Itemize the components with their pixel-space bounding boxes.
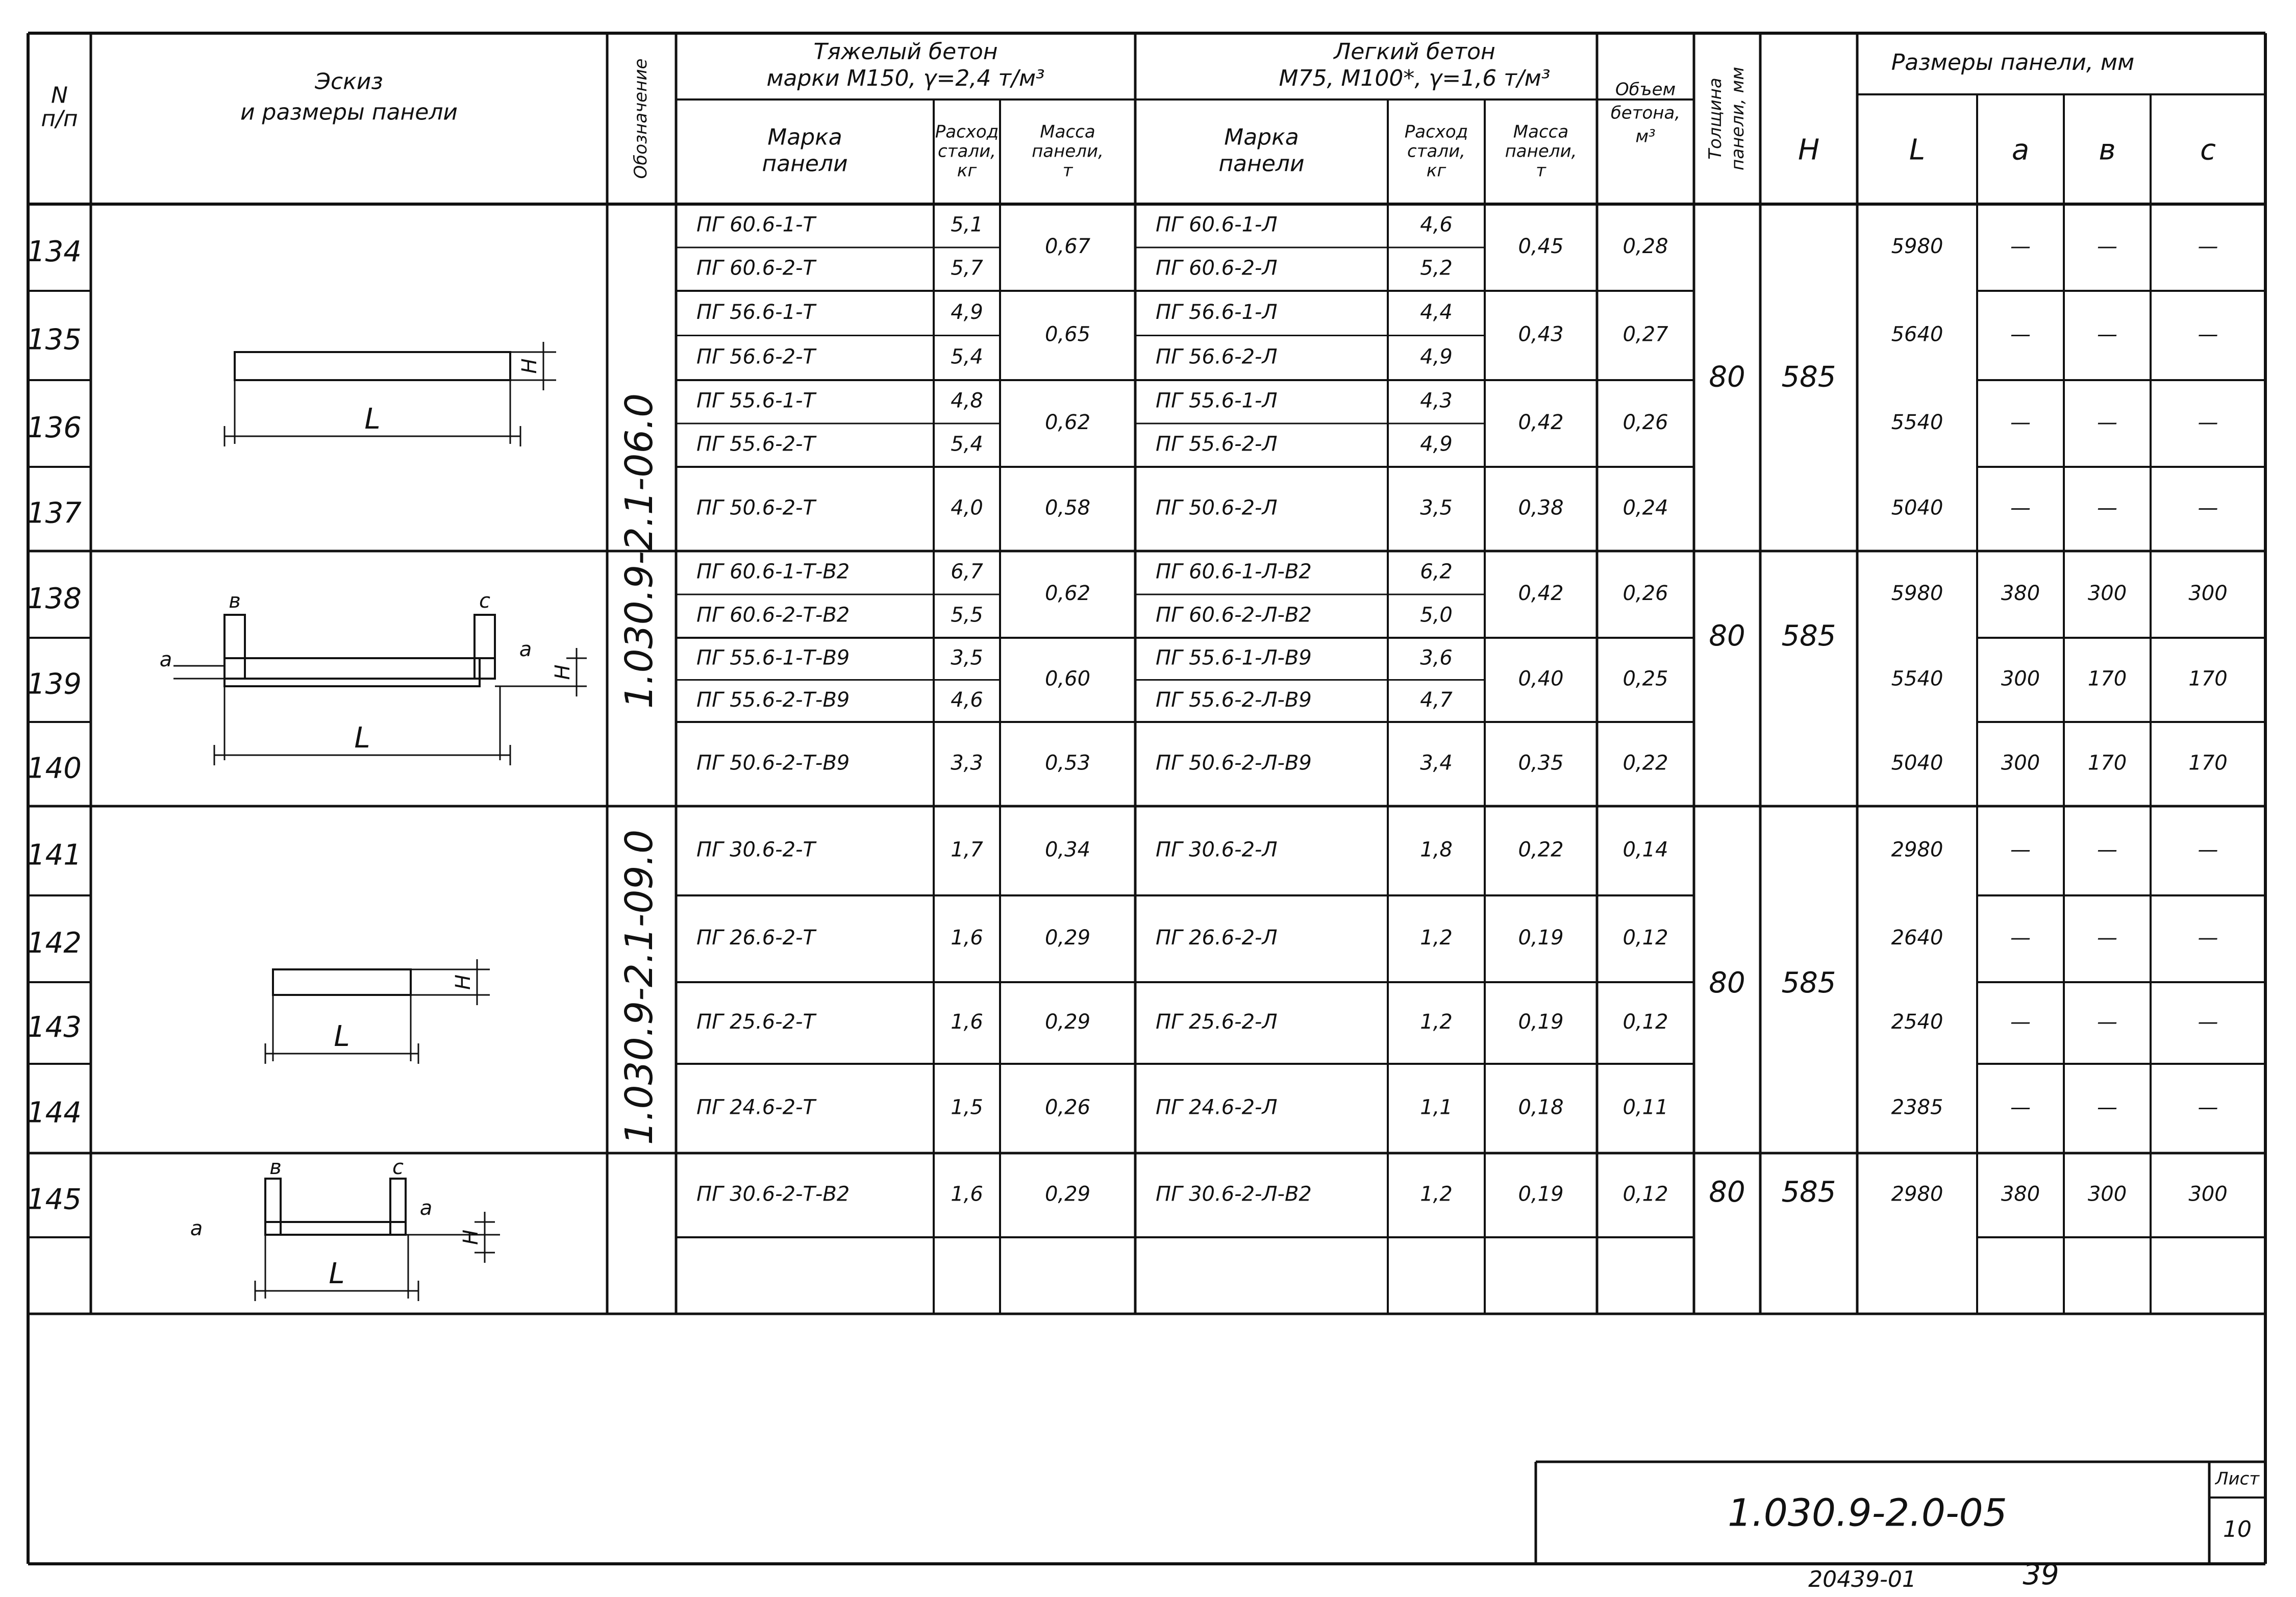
heavy-mark: ПГ 50.6-2-Т <box>696 496 815 520</box>
panel-sketch-flat-short <box>273 969 411 995</box>
row-number: 140 <box>27 752 82 785</box>
size-c: — <box>2198 926 2218 950</box>
size-a: 380 <box>2001 1182 2040 1206</box>
sketch-label-c: с <box>479 589 490 613</box>
heavy-mark: ПГ 50.6-2-Т-В9 <box>696 751 850 775</box>
thickness-value: 80 <box>1709 1176 1745 1209</box>
stamp-sheet-label: Лист <box>2215 1468 2260 1489</box>
height-value: 585 <box>1781 1176 1836 1209</box>
size-c: — <box>2198 838 2218 862</box>
sketch-label-H: Н <box>459 1229 483 1245</box>
thickness-value: 80 <box>1709 619 1745 653</box>
concrete-volume: 0,27 <box>1623 322 1668 346</box>
heavy-steel: 1,6 <box>951 1010 983 1034</box>
light-mass: 0,45 <box>1518 235 1564 258</box>
heavy-mark: ПГ 25.6-2-Т <box>696 1010 815 1034</box>
size-c: — <box>2198 496 2218 520</box>
light-mass: 0,22 <box>1518 838 1564 862</box>
light-steel: 4,6 <box>1420 213 1453 237</box>
heavy-mass: 0,53 <box>1044 751 1091 775</box>
size-c: — <box>2198 322 2218 346</box>
header-a: a <box>2011 133 2030 167</box>
light-mark: ПГ 26.6-2-Л <box>1156 926 1278 950</box>
light-mass: 0,19 <box>1518 926 1564 950</box>
light-mark: ПГ 55.6-1-Л <box>1156 389 1278 413</box>
heavy-steel: 4,6 <box>951 688 983 712</box>
size-c: — <box>2198 1095 2218 1119</box>
footer-inventory-number: 20439-01 <box>1808 1566 1916 1592</box>
heavy-mark: ПГ 55.6-1-Т <box>696 389 815 413</box>
heavy-mark: ПГ 60.6-2-Т-В2 <box>696 603 850 627</box>
light-steel: 4,9 <box>1420 432 1453 456</box>
heavy-mark: ПГ 60.6-1-Т <box>696 213 815 237</box>
thickness-value: 80 <box>1709 966 1745 1000</box>
heavy-mass: 0,26 <box>1044 1095 1091 1119</box>
size-L: 5040 <box>1891 496 1943 520</box>
size-b: 170 <box>2087 751 2127 775</box>
header-heavy-concrete: Тяжелый бетон марки М150, γ=2,4 т/м³ <box>766 39 1045 91</box>
light-mark: ПГ 60.6-2-Л-В2 <box>1156 603 1312 627</box>
concrete-volume: 0,11 <box>1623 1095 1668 1119</box>
size-c: — <box>2198 1010 2218 1034</box>
light-steel: 3,5 <box>1420 496 1453 520</box>
concrete-volume: 0,12 <box>1623 1182 1668 1206</box>
heavy-mark: ПГ 30.6-2-Т <box>696 838 815 862</box>
light-mass: 0,42 <box>1518 582 1564 605</box>
sketch-label-L: L <box>364 403 381 436</box>
size-L: 5540 <box>1891 411 1943 434</box>
heavy-mass: 0,29 <box>1044 926 1091 950</box>
heavy-steel: 5,5 <box>951 603 983 627</box>
header-steel-light: Расход стали, кг <box>1404 121 1468 181</box>
panel-sketches <box>173 342 587 1301</box>
row-number: 145 <box>27 1183 82 1216</box>
light-steel: 1,8 <box>1420 838 1453 862</box>
row-number: 137 <box>27 496 82 530</box>
size-a: — <box>2010 322 2031 346</box>
height-value: 585 <box>1781 360 1836 394</box>
sketch-label-H: Н <box>452 974 475 990</box>
heavy-mass: 0,58 <box>1044 496 1091 520</box>
stamp-sheet-number: 10 <box>2223 1516 2252 1542</box>
row-number: 135 <box>27 323 82 357</box>
heavy-steel: 5,4 <box>951 345 983 369</box>
size-b: — <box>2097 926 2117 950</box>
light-steel: 4,9 <box>1420 345 1453 369</box>
heavy-mark: ПГ 26.6-2-Т <box>696 926 815 950</box>
light-mass: 0,19 <box>1518 1182 1564 1206</box>
heavy-steel: 3,3 <box>951 751 983 775</box>
light-mark: ПГ 60.6-1-Л-В2 <box>1156 560 1312 584</box>
header-c: с <box>2200 133 2216 167</box>
light-mark: ПГ 25.6-2-Л <box>1156 1010 1278 1034</box>
light-steel: 3,4 <box>1420 751 1453 775</box>
light-steel: 5,2 <box>1420 256 1453 280</box>
sketch-label-L: L <box>334 1020 350 1054</box>
size-b: 170 <box>2087 667 2127 691</box>
light-steel: 1,1 <box>1420 1095 1453 1119</box>
row-number: 143 <box>27 1011 82 1044</box>
light-mark: ПГ 56.6-1-Л <box>1156 300 1278 324</box>
row-number: 142 <box>27 927 82 960</box>
sketch-label-b: в <box>229 589 241 613</box>
heavy-steel: 6,7 <box>951 560 983 584</box>
light-steel: 4,7 <box>1420 688 1453 712</box>
height-value: 585 <box>1781 619 1836 653</box>
light-mass: 0,38 <box>1518 496 1564 520</box>
light-mark: ПГ 56.6-2-Л <box>1156 345 1278 369</box>
header-mass-heavy: Масса панели, т <box>1032 121 1104 181</box>
light-mark: ПГ 30.6-2-Л-В2 <box>1156 1182 1312 1206</box>
heavy-steel: 4,9 <box>951 300 983 324</box>
concrete-volume: 0,12 <box>1623 1010 1668 1034</box>
panel-sketch-ribbed <box>224 658 480 679</box>
rib-left <box>265 1179 281 1235</box>
row-number: 134 <box>27 235 82 269</box>
size-L: 2980 <box>1891 838 1943 862</box>
row-number: 139 <box>27 667 82 701</box>
heavy-mark: ПГ 55.6-2-Т <box>696 432 815 456</box>
concrete-volume: 0,26 <box>1623 582 1668 605</box>
light-steel: 1,2 <box>1420 1010 1453 1034</box>
light-mark: ПГ 50.6-2-Л <box>1156 496 1278 520</box>
size-L: 5040 <box>1891 751 1943 775</box>
light-mass: 0,19 <box>1518 1010 1564 1034</box>
row-number: 136 <box>27 411 82 445</box>
sketch-label-a: a <box>190 1217 203 1240</box>
light-mass: 0,18 <box>1518 1095 1564 1119</box>
heavy-steel: 5,1 <box>951 213 983 237</box>
concrete-volume: 0,12 <box>1623 926 1668 950</box>
light-steel: 1,2 <box>1420 1182 1453 1206</box>
size-c: 300 <box>2188 582 2228 605</box>
light-mark: ПГ 55.6-2-Л-В9 <box>1156 688 1312 712</box>
size-c: 300 <box>2188 1182 2228 1206</box>
size-b: — <box>2097 496 2117 520</box>
heavy-steel: 5,4 <box>951 432 983 456</box>
header-mass-light: Масса панели, т <box>1505 121 1577 181</box>
panel-sketch-flat <box>235 352 510 380</box>
footer-page-number: 39 <box>2023 1558 2059 1592</box>
heavy-mark: ПГ 60.6-2-Т <box>696 256 815 280</box>
size-b: — <box>2097 1010 2117 1034</box>
sketch-label-a: a <box>159 648 172 671</box>
heavy-steel: 5,7 <box>951 256 983 280</box>
header-mark-heavy: Марка панели <box>762 124 848 177</box>
table-text <box>27 39 2260 1592</box>
size-c: — <box>2198 235 2218 258</box>
light-mass: 0,43 <box>1518 322 1564 346</box>
size-L: 5640 <box>1891 322 1943 346</box>
light-steel: 5,0 <box>1420 603 1453 627</box>
heavy-mass: 0,62 <box>1044 582 1091 605</box>
size-a: 300 <box>2001 751 2040 775</box>
size-a: — <box>2010 926 2031 950</box>
size-L: 2385 <box>1891 1095 1943 1119</box>
concrete-volume: 0,25 <box>1623 667 1668 691</box>
table-grid <box>28 33 2265 1564</box>
light-mark: ПГ 30.6-2-Л <box>1156 838 1278 862</box>
designation-code: 1.030.9-2.1-09.0 <box>617 829 662 1145</box>
light-steel: 4,3 <box>1420 389 1453 413</box>
header-thickness: Толщина панели, мм <box>1705 67 1748 170</box>
size-c: 170 <box>2188 751 2228 775</box>
header-light-concrete: Легкий бетон М75, М100*, γ=1,6 т/м³ <box>1279 39 1551 91</box>
heavy-steel: 4,8 <box>951 389 983 413</box>
heavy-steel: 1,5 <box>951 1095 983 1119</box>
light-mass: 0,35 <box>1518 751 1564 775</box>
sketch-label-L: L <box>354 721 370 755</box>
sketch-label-L: L <box>329 1257 345 1291</box>
stamp-code: 1.030.9-2.0-05 <box>1728 1491 2007 1535</box>
light-mark: ПГ 60.6-2-Л <box>1156 256 1278 280</box>
heavy-mark: ПГ 55.6-2-Т-В9 <box>696 688 850 712</box>
heavy-mass: 0,29 <box>1044 1182 1091 1206</box>
header-mark-light: Марка панели <box>1218 124 1305 177</box>
size-b: — <box>2097 838 2117 862</box>
size-b: — <box>2097 1095 2117 1119</box>
row-number: 144 <box>27 1096 82 1130</box>
row-number: 138 <box>27 582 82 616</box>
header-sketch: Эскиз и размеры панели <box>240 68 458 126</box>
heavy-mark: ПГ 56.6-1-Т <box>696 300 815 324</box>
height-value: 585 <box>1781 966 1836 1000</box>
heavy-steel: 1,7 <box>951 838 983 862</box>
designation-code: 1.030.9-2.1-06.0 <box>617 393 662 709</box>
light-mark: ПГ 50.6-2-Л-В9 <box>1156 751 1312 775</box>
header-sizes: Размеры панели, мм <box>1891 49 2135 76</box>
row-number: 141 <box>27 838 82 872</box>
size-c: — <box>2198 411 2218 434</box>
heavy-mark: ПГ 56.6-2-Т <box>696 345 815 369</box>
header-steel-heavy: Расход стали, кг <box>935 121 999 181</box>
concrete-volume: 0,28 <box>1623 235 1668 258</box>
heavy-mass: 0,65 <box>1044 322 1091 346</box>
thickness-value: 80 <box>1709 360 1745 394</box>
header-H: Н <box>1798 133 1820 167</box>
rib-right <box>475 615 495 679</box>
concrete-volume: 0,22 <box>1623 751 1668 775</box>
heavy-steel: 3,5 <box>951 646 983 670</box>
size-a: — <box>2010 838 2031 862</box>
size-b: — <box>2097 411 2117 434</box>
heavy-mark: ПГ 30.6-2-Т-В2 <box>696 1182 850 1206</box>
heavy-mass: 0,29 <box>1044 1010 1091 1034</box>
heavy-steel: 1,6 <box>951 1182 983 1206</box>
size-a: 380 <box>2001 582 2040 605</box>
light-mass: 0,40 <box>1518 667 1564 691</box>
size-a: 300 <box>2001 667 2040 691</box>
size-L: 5980 <box>1891 582 1943 605</box>
light-steel: 4,4 <box>1420 300 1453 324</box>
heavy-mass: 0,67 <box>1044 235 1091 258</box>
sketch-label-b: в <box>269 1156 282 1179</box>
sketch-label-a: a <box>419 1196 433 1220</box>
heavy-mass: 0,34 <box>1044 838 1091 862</box>
rib-left <box>224 615 245 679</box>
light-steel: 6,2 <box>1420 560 1453 584</box>
heavy-mass: 0,60 <box>1044 667 1091 691</box>
size-b: 300 <box>2087 582 2127 605</box>
size-a: — <box>2010 496 2031 520</box>
size-a: — <box>2010 1095 2031 1119</box>
size-b: 300 <box>2087 1182 2127 1206</box>
heavy-steel: 1,6 <box>951 926 983 950</box>
heavy-mark: ПГ 60.6-1-Т-В2 <box>696 560 850 584</box>
light-mark: ПГ 24.6-2-Л <box>1156 1095 1278 1119</box>
sketch-label-H: Н <box>518 358 541 374</box>
rib-right <box>390 1179 406 1235</box>
size-a: — <box>2010 1010 2031 1034</box>
light-mark: ПГ 60.6-1-Л <box>1156 213 1278 237</box>
size-L: 2980 <box>1891 1182 1943 1206</box>
light-steel: 1,2 <box>1420 926 1453 950</box>
header-number: N п/п <box>41 82 78 132</box>
light-mark: ПГ 55.6-1-Л-В9 <box>1156 646 1312 670</box>
light-mark: ПГ 55.6-2-Л <box>1156 432 1278 456</box>
size-c: 170 <box>2188 667 2228 691</box>
heavy-mass: 0,62 <box>1044 411 1091 434</box>
header-volume: Объем бетона, м³ <box>1610 79 1681 146</box>
sketch-label-c: с <box>392 1156 404 1179</box>
panel-sketch-ribbed <box>224 679 480 686</box>
heavy-steel: 4,0 <box>951 496 983 520</box>
sketch-label-H: Н <box>551 664 575 680</box>
size-L: 2640 <box>1891 926 1943 950</box>
size-b: — <box>2097 322 2117 346</box>
light-mass: 0,42 <box>1518 411 1564 434</box>
concrete-volume: 0,14 <box>1623 838 1668 862</box>
concrete-volume: 0,26 <box>1623 411 1668 434</box>
sketch-label-a: a <box>519 638 532 661</box>
concrete-volume: 0,24 <box>1623 496 1668 520</box>
size-L: 5980 <box>1891 235 1943 258</box>
heavy-mark: ПГ 55.6-1-Т-В9 <box>696 646 850 670</box>
light-steel: 3,6 <box>1420 646 1453 670</box>
size-a: — <box>2010 235 2031 258</box>
size-b: — <box>2097 235 2117 258</box>
header-b: в <box>2099 133 2116 167</box>
heavy-mark: ПГ 24.6-2-Т <box>696 1095 815 1119</box>
header-designation: Обозначение <box>631 58 651 179</box>
size-a: — <box>2010 411 2031 434</box>
header-L: L <box>1909 133 1926 167</box>
size-L: 5540 <box>1891 667 1943 691</box>
size-L: 2540 <box>1891 1010 1943 1034</box>
